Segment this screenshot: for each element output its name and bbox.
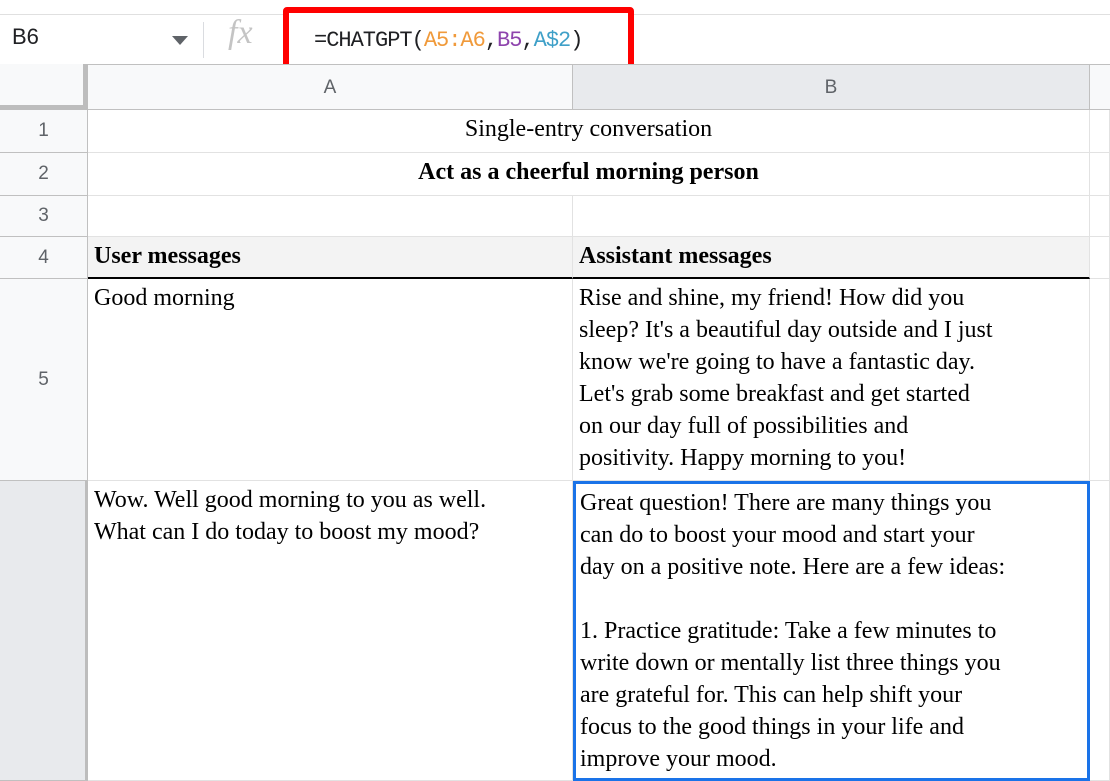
cell-a4[interactable]: User messages: [88, 237, 573, 279]
formula-token: =CHATGPT(: [314, 28, 424, 53]
select-all-corner[interactable]: [0, 64, 88, 110]
column-header-b[interactable]: B: [573, 64, 1090, 110]
cell-c2[interactable]: [1090, 153, 1110, 196]
cell-a5[interactable]: Good morning: [88, 279, 573, 481]
formula-token: ,: [521, 28, 534, 53]
cell-c3[interactable]: [1090, 196, 1110, 237]
cell-b5[interactable]: Rise and shine, my friend! How did you sleep? It's a beautiful day outside and I just know we're going to have a fantastic day. Let's grab some breakfast and get started on our day full of possibilities and positivity. Happy morning to you!: [573, 279, 1090, 481]
chevron-down-icon[interactable]: [172, 36, 188, 45]
formula-token: ): [570, 28, 583, 53]
column-header-c[interactable]: [1090, 64, 1110, 110]
divider: [203, 22, 204, 58]
row-header-3[interactable]: 3: [0, 196, 88, 237]
cell-a1[interactable]: Single-entry conversation: [88, 110, 1090, 153]
cell-a6[interactable]: Wow. Well good morning to you as well. What can I do today to boost my mood?: [88, 481, 573, 781]
cell-b6-selected[interactable]: Great question! There are many things you can do to boost your mood and start your day on a positive note. Here are a few ideas: 1. Practice gratitude: Take a few minutes to write down or mentally list three things you are grateful for. This can help shift your focus to the good things in your life and improve your mood.: [573, 481, 1090, 781]
cell-c6[interactable]: [1090, 481, 1110, 781]
formula-token: A$2: [533, 28, 571, 53]
cell-b4[interactable]: Assistant messages: [573, 237, 1090, 279]
cell-c5[interactable]: [1090, 279, 1110, 481]
row-header-5[interactable]: 5: [0, 279, 88, 481]
formula-token: B5: [497, 28, 522, 53]
row-header-4[interactable]: 4: [0, 237, 88, 279]
formula-token: ,: [484, 28, 498, 53]
cell-b3[interactable]: [573, 196, 1090, 237]
formula-input[interactable]: [283, 7, 634, 70]
column-header-a[interactable]: A: [88, 64, 573, 110]
cell-a3[interactable]: [88, 196, 573, 237]
row-header-1[interactable]: 1: [0, 110, 88, 153]
cell-c1[interactable]: [1090, 110, 1110, 153]
row-header-6[interactable]: [0, 481, 88, 781]
name-box[interactable]: B6: [12, 24, 39, 49]
cell-a2[interactable]: Act as a cheerful morning person: [88, 153, 1090, 196]
row-header-2[interactable]: 2: [0, 153, 88, 196]
cell-c4[interactable]: [1090, 237, 1110, 279]
formula-token: A5:A6: [423, 28, 485, 53]
fx-icon: fx: [228, 14, 253, 51]
